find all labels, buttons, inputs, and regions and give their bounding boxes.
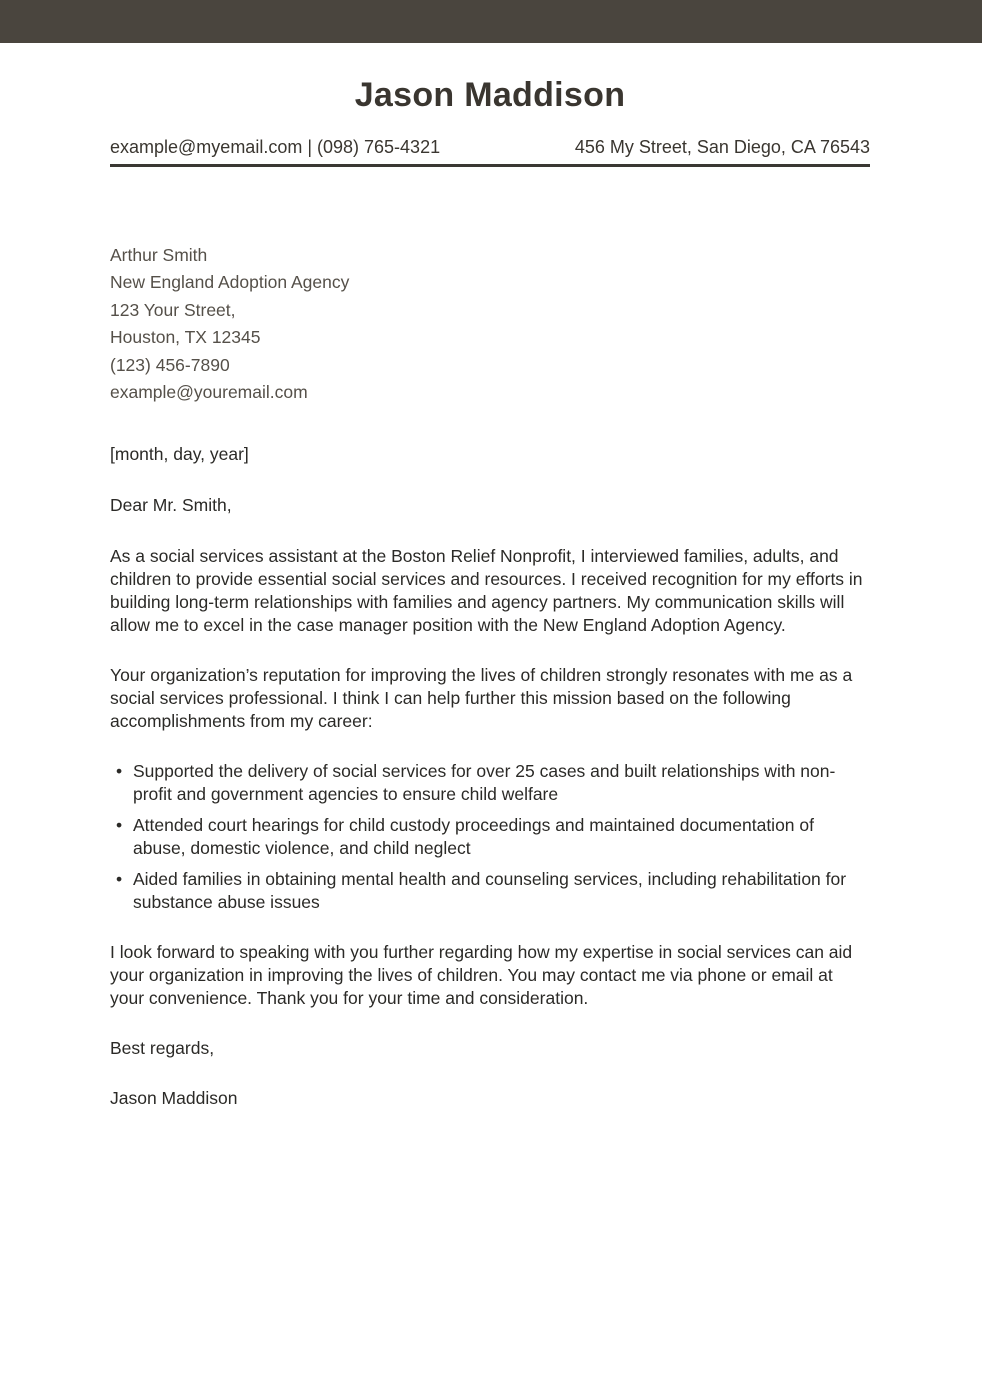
- bullet-icon: •: [116, 869, 123, 889]
- applicant-email-phone: example@myemail.com | (098) 765-4321: [110, 137, 441, 157]
- list-item: [116, 868, 870, 914]
- contact-row: [110, 137, 870, 161]
- paragraph-intro: As a social services assistant at the Boston Relief Nonprofit, I interviewed families, adults, and children to provide essential social services and resources. I received recognition for my efforts in building long-term relationships with families and agency partners. My communication skills will allow me to excel in the case manager position with the New England Adoption Agency.: [110, 546, 863, 635]
- list-item: [116, 814, 870, 860]
- applicant-name-heading: Jason Maddison: [354, 76, 626, 114]
- bullet-icon: •: [116, 815, 123, 835]
- accomplishments-list: [110, 760, 870, 914]
- top-banner: [0, 0, 982, 43]
- salutation: Dear Mr. Smith,: [110, 495, 232, 515]
- recipient-email: example@youremail.com: [110, 382, 308, 403]
- accomplishment-text: Attended court hearings for child custody proceedings and maintained documentation of abuse, domestic violence, and child neglect: [133, 815, 814, 858]
- paragraph-closing: I look forward to speaking with you further regarding how my expertise in social services can aid your organization in improving the lives of children. You may contact me via phone or email at your convenience. Thank you for your time and consideration.: [110, 942, 853, 1008]
- recipient-city: Houston, TX 12345: [110, 327, 261, 348]
- accomplishment-text: Aided families in obtaining mental health and counseling services, including rehabilitation for substance abuse issues: [133, 869, 847, 912]
- bullet-icon: •: [116, 761, 123, 781]
- signature: Jason Maddison: [110, 1088, 238, 1108]
- accomplishment-text: Supported the delivery of social services for over 25 cases and built relationships with non-profit and government agencies to ensure child welfare: [133, 761, 836, 804]
- list-item: [116, 760, 870, 806]
- recipient-organization: New England Adoption Agency: [110, 272, 350, 293]
- closing-phrase: Best regards,: [110, 1038, 215, 1058]
- recipient-phone: (123) 456-7890: [110, 354, 230, 375]
- recipient-street: 123 Your Street,: [110, 299, 236, 320]
- letter-date: [month, day, year]: [110, 444, 249, 464]
- letter-body: [110, 443, 870, 1110]
- recipient-block: [110, 242, 870, 406]
- recipient-name: Arthur Smith: [110, 245, 208, 265]
- paragraph-mission: Your organization’s reputation for improving the lives of children strongly resonates with me as a social services professional. I think I can help further this mission based on the following accomplishments from my career:: [110, 665, 853, 731]
- applicant-address: 456 My Street, San Diego, CA 76543: [574, 137, 870, 157]
- header-divider: [110, 164, 870, 167]
